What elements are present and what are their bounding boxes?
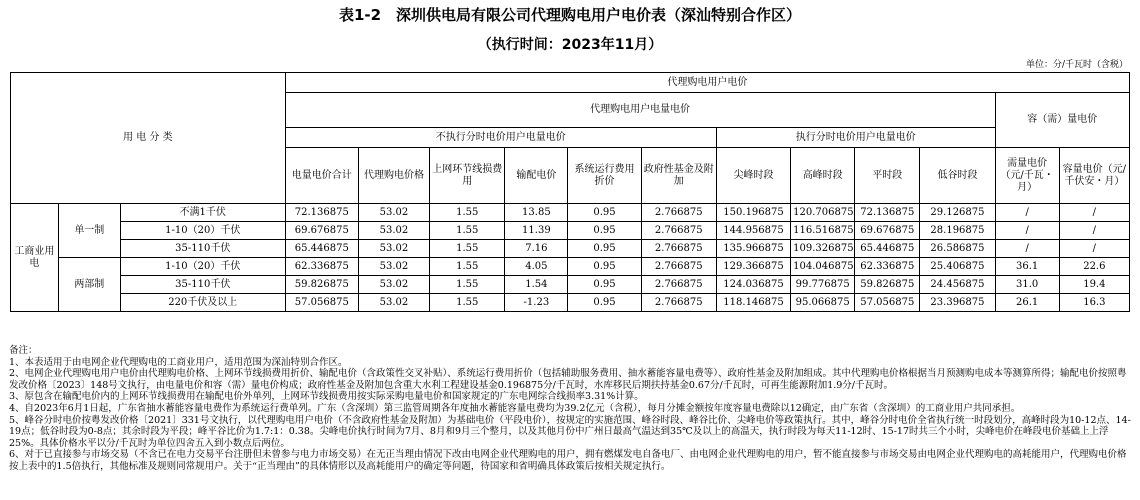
price-cell: 1.55 (430, 222, 505, 240)
notes (9, 345, 1133, 473)
price-cell: / (1059, 222, 1129, 240)
header-energy-price: 代理购电用户电量电价 (285, 93, 995, 128)
price-cell: 0.95 (568, 204, 641, 222)
price-cell: 65.446875 (855, 240, 920, 258)
voltage-level: 1-10（20）千伏 (120, 222, 285, 240)
price-cell: 95.066875 (791, 294, 855, 312)
price-cell: 29.126875 (920, 204, 995, 222)
price-cell: 124.036875 (716, 276, 790, 294)
price-cell: 2.766875 (641, 204, 716, 222)
price-cell: 69.676875 (285, 222, 358, 240)
price-cell: 2.766875 (641, 294, 716, 312)
price-cell: 104.046875 (791, 258, 855, 276)
price-cell: / (1059, 240, 1129, 258)
price-cell: 36.1 (995, 258, 1059, 276)
voltage-level: 1-10（20）千伏 (120, 258, 285, 276)
price-cell: 53.02 (358, 204, 429, 222)
price-cell: 116.516875 (791, 222, 855, 240)
unit-label: 单位：分/千瓦时（含税） (1025, 60, 1128, 70)
price-cell: 2.766875 (641, 276, 716, 294)
price-cell: 150.196875 (716, 204, 790, 222)
price-cell: 2.766875 (641, 222, 716, 240)
price-cell: 72.136875 (855, 204, 920, 222)
column-header: 电量电价合计 (285, 148, 358, 204)
price-cell: 19.4 (1059, 276, 1129, 294)
price-cell: 1.55 (430, 276, 505, 294)
price-cell: 53.02 (358, 222, 429, 240)
price-cell: / (995, 240, 1059, 258)
price-cell: 0.95 (568, 276, 641, 294)
group-industrial: 工商业用电 (11, 204, 59, 312)
price-cell: 4.05 (505, 258, 568, 276)
header-category: 用 电 分 类 (11, 73, 286, 204)
price-cell: 2.766875 (641, 258, 716, 276)
voltage-level: 35-110千伏 (120, 240, 285, 258)
column-header: 政府性基金及附加 (641, 148, 716, 204)
column-header: 需量电价（元/千瓦・月） (995, 148, 1059, 204)
price-cell: 57.056875 (285, 294, 358, 312)
note-line: 5、峰谷分时电价按粤发改价格〔2021〕331号文执行，以代理购电用户电价（不含政府性基金及附加）为基础电价（平段电价），按规定的实施范围、峰谷时段、峰谷比价、尖峰电价等政策执行。其中，峰谷分时电价全省执行统一时段划分，高峰时段为10-12点、14-19点；低谷时段为0-8点；其余时段为平段；峰平谷比价为1.7:1：0.38。尖峰电价执行时间为7月、8月和9月三个整月，以及其他月份中广州日最高气温达到35℃及以上的高温天，执行时段为每天11-12时、15-17时共三个小时，尖峰电价在峰段电价基础上上浮25%。具体价格水平以分/千瓦时为单位四舍五入到小数点后两位。 (9, 414, 1131, 449)
price-cell: 53.02 (358, 258, 429, 276)
price-cell: 0.95 (568, 258, 641, 276)
price-cell: 0.95 (568, 294, 641, 312)
price-cell: 53.02 (358, 276, 429, 294)
price-cell: 1.55 (430, 258, 505, 276)
price-cell: 118.146875 (716, 294, 790, 312)
group-two-part: 两部制 (58, 258, 120, 312)
note-line: 2、电网企业代理购电用户电价由代理购电价格、上网环节线损费用折价、输配电价（含政策性交叉补贴）、系统运行费用折价（包括辅助服务费用、抽水蓄能容量电费等）、政府性基金及附加组成。其中代理购电价格根据当月预测购电成本等测算所得；输配电价按照粤发改价格〔2023〕148号文执行，由电量电价和容（需）量电价构成；政府性基金及附加包含重大水利工程建设基金0.196875分/千瓦时，水库移民后期扶持基金0.67分/千瓦时，可再生能源附加1.9分/千瓦时。 (9, 368, 1127, 391)
price-cell: 2.766875 (641, 240, 716, 258)
price-cell: 22.6 (1059, 258, 1129, 276)
price-cell: 1.54 (505, 276, 568, 294)
price-cell: 59.826875 (285, 276, 358, 294)
group-single: 单一制 (58, 204, 120, 258)
note-line: 6、对于已直接参与市场交易（不含已在电力交易平台注册但未曾参与电力市场交易）在无正当理由情况下改由电网企业代理购电的用户，拥有燃煤发电自备电厂、由电网企业代理购电的用户，暂不能直接参与市场交易由电网企业代理购电的高耗能用户，代理购电价格按上表中的1.5倍执行，其他标准及规则同常规用户。关于“正当理由”的具体情形以及高耗能用户的确定等问题，待国家和省明确具体政策后按相关规定执行。 (9, 449, 1127, 472)
price-cell: 1.55 (430, 294, 505, 312)
header-tou: 执行分时电价用户电量电价 (716, 128, 995, 148)
voltage-level: 不满1千伏 (120, 204, 285, 222)
price-cell: 25.406875 (920, 258, 995, 276)
note-line: 1、本表适用于由电网企业代理购电的工商业用户，适用范围为深汕特别合作区。 (9, 356, 348, 368)
price-cell: 135.966875 (716, 240, 790, 258)
price-cell: 26.586875 (920, 240, 995, 258)
price-cell: 62.336875 (855, 258, 920, 276)
header-proxy-price: 代理购电用户电价 (285, 73, 1129, 93)
note-line: 4、自2023年6月1日起，广东省抽水蓄能容量电费作为系统运行费单列。广东（含深圳）第三监管周期各年度抽水蓄能容量电费均为39.2亿元（含税），每月分摊金额按年度容量电费除以12确定，由广东省（含深圳）的工商业用户共同承担。 (9, 402, 1021, 414)
price-cell: 99.776875 (791, 276, 855, 294)
voltage-level: 35-110千伏 (120, 276, 285, 294)
price-cell: -1.23 (505, 294, 568, 312)
price-cell: 72.136875 (285, 204, 358, 222)
price-cell: 7.16 (505, 240, 568, 258)
price-cell: 109.326875 (791, 240, 855, 258)
price-cell: 0.95 (568, 222, 641, 240)
price-cell: 26.1 (995, 294, 1059, 312)
header-non-tou: 不执行分时电价用户电量电价 (285, 128, 716, 148)
price-cell: 59.826875 (855, 276, 920, 294)
price-cell: 31.0 (995, 276, 1059, 294)
price-cell: 129.366875 (716, 258, 790, 276)
price-cell: 1.55 (430, 240, 505, 258)
price-cell: 16.3 (1059, 294, 1129, 312)
price-cell: 1.55 (430, 204, 505, 222)
column-header: 平时段 (855, 148, 920, 204)
price-table (10, 72, 1130, 312)
effective-date: （执行时间：2023年11月） (477, 37, 663, 53)
price-cell: 120.706875 (791, 204, 855, 222)
price-cell: 23.396875 (920, 294, 995, 312)
page-title: 表1-2 深圳供电局有限公司代理购电用户电价表（深汕特别合作区） (338, 6, 802, 24)
header-capacity-price: 容（需）量电价 (995, 93, 1129, 148)
column-header: 上网环节线损费用 (430, 148, 505, 204)
column-header: 输配电价 (505, 148, 568, 204)
note-line: 备注： (9, 345, 38, 356)
price-cell: 24.456875 (920, 276, 995, 294)
price-cell: 144.956875 (716, 222, 790, 240)
column-header: 低谷时段 (920, 148, 995, 204)
price-cell: 11.39 (505, 222, 568, 240)
price-cell: 53.02 (358, 294, 429, 312)
price-cell: 69.676875 (855, 222, 920, 240)
note-line: 3、原包含在输配电价内的上网环节线损费用在输配电价外单列，上网环节线损费用按实际采购电量电价和国家规定的广东电网综合线损率3.31%计算。 (9, 391, 644, 403)
price-cell: 65.446875 (285, 240, 358, 258)
column-header: 代理购电价格 (358, 148, 429, 204)
price-cell: 0.95 (568, 240, 641, 258)
column-header: 系统运行费用折价 (568, 148, 641, 204)
voltage-level: 220千伏及以上 (120, 294, 285, 312)
column-header: 高峰时段 (791, 148, 855, 204)
price-cell: / (1059, 204, 1129, 222)
price-cell: 57.056875 (855, 294, 920, 312)
price-cell: 53.02 (358, 240, 429, 258)
price-cell: / (995, 204, 1059, 222)
column-header: 尖峰时段 (716, 148, 790, 204)
price-cell: / (995, 222, 1059, 240)
price-cell: 62.336875 (285, 258, 358, 276)
price-cell: 13.85 (505, 204, 568, 222)
price-cell: 28.196875 (920, 222, 995, 240)
column-header: 容量电价（元/千伏安・月） (1059, 148, 1129, 204)
